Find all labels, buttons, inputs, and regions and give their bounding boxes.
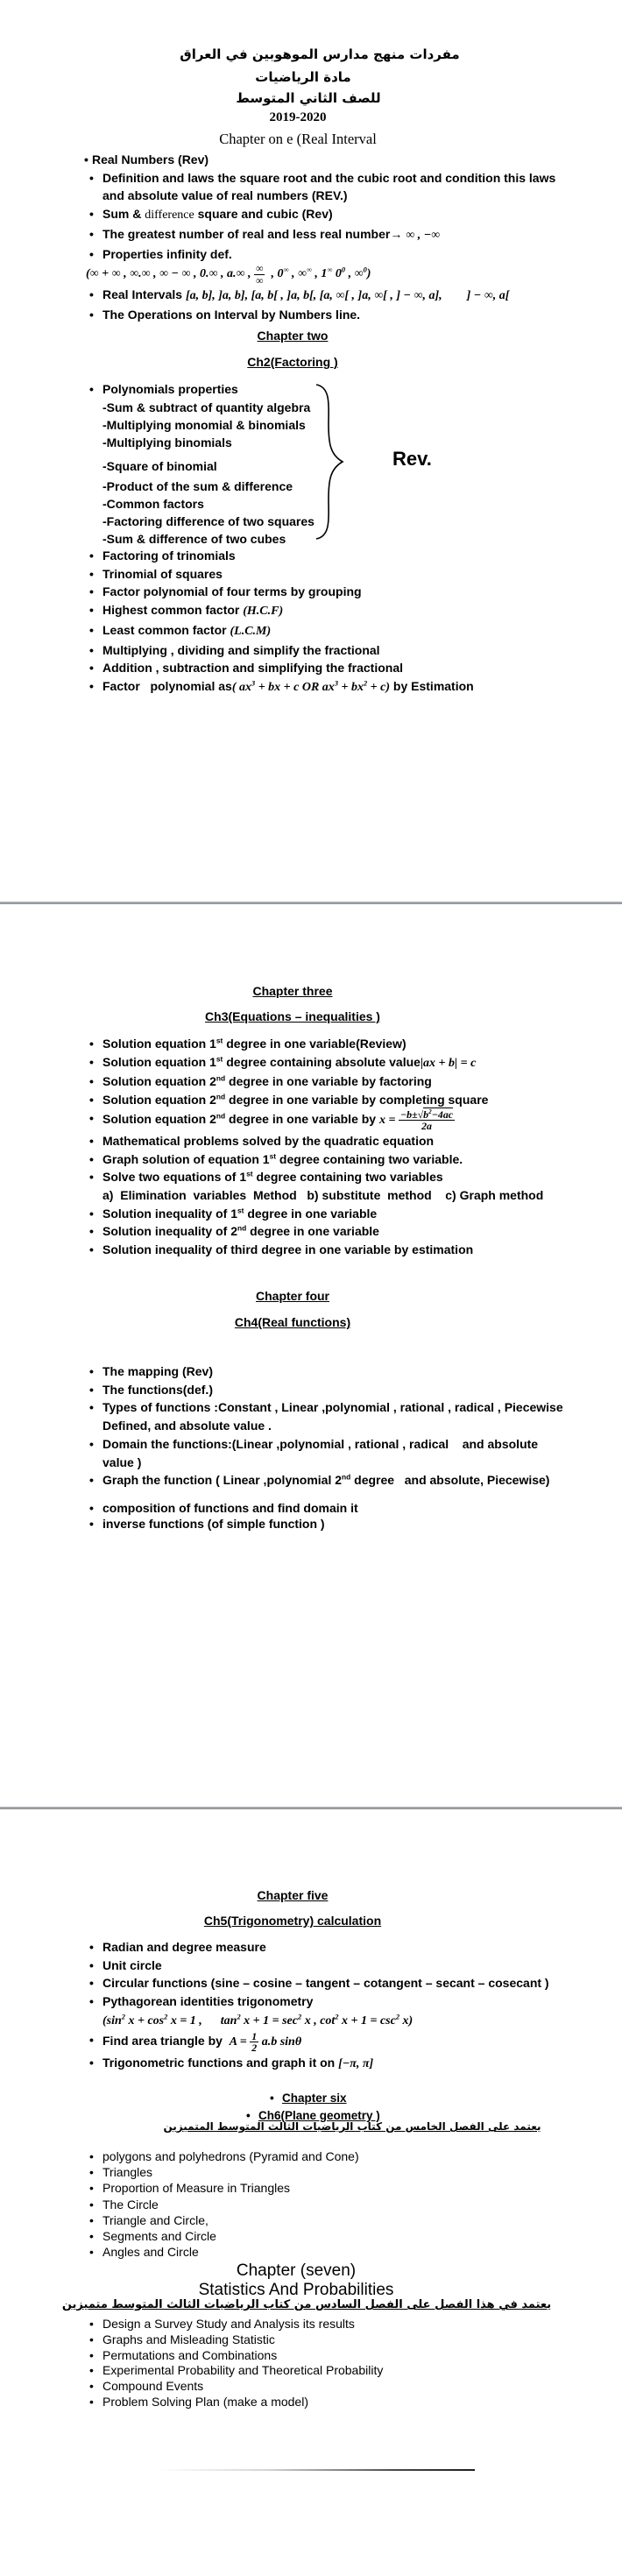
triangle-area-formula-item: • Find area triangle by A = $\frac{1}{2}$ a.b sinθ [84, 2031, 571, 2054]
doc-title-arabic-line2: مادة الرياضيات [255, 69, 351, 85]
list-item: • Graphs and Misleading Statistic [84, 2332, 571, 2348]
rev-label: Rev. [392, 448, 432, 470]
list-item: • Factor polynomial of four terms by grouping [84, 583, 571, 601]
chapter3-heading: Chapter three [252, 984, 333, 998]
list-item: • Problem Solving Plan (make a model) [84, 2395, 571, 2410]
list-item: • Least common factor (L.C.M) [84, 621, 571, 641]
quadratic-formula-item: • Solution equation 2nd degree in one variable by x = $\frac{-b\pm√b^2-4ac}{2a}$ [84, 1109, 571, 1132]
list-item: • The Operations on Interval by Numbers line. [84, 306, 571, 324]
chapter4-subheading: Ch4(Real functions) [234, 1315, 351, 1329]
list-item: • Highest common factor (H.C.F) [84, 601, 571, 621]
poly-subitem: -Product of the sum & difference [102, 478, 293, 493]
list-item: • inverse functions (of simple function ) [84, 1516, 571, 1532]
list-item: • Compound Events [84, 2379, 571, 2395]
list-item: • Angles and Circle [84, 2244, 571, 2260]
chapter1-list [84, 151, 571, 324]
list-item: • Solution equation 1st degree containing absolute value|ax + b| = c [84, 1053, 571, 1073]
list-item: • Experimental Probability and Theoretical Probability [84, 2363, 571, 2379]
poly-subitem: -Factoring difference of two squares [102, 513, 315, 528]
list-item: • Triangle and Circle, [84, 2212, 571, 2228]
poly-subitem: -Square of binomial [102, 458, 217, 473]
list-item: • Circular functions (sine – cosine – tangent – cotangent – secant – cosecant ) [84, 1974, 571, 1992]
chapter2-heading: Chapter two [257, 329, 329, 343]
list-item: • Permutations and Combinations [84, 2348, 571, 2364]
chapter6-heading [270, 2091, 347, 2105]
chapter6-subheading-text: Ch6(Plane geometry ) [258, 2109, 380, 2122]
chapter4-list [84, 1362, 571, 1532]
poly-subitem: -Sum & difference of two cubes [102, 531, 286, 546]
list-item: • Polynomials properties [84, 380, 571, 399]
chapter6-heading-text: Chapter six [282, 2091, 347, 2105]
school-year: 2019-2020 [269, 110, 327, 124]
chapter7-subtitle: Statistics And Probabilities [198, 2281, 394, 2299]
chapter7-list [84, 2317, 571, 2410]
list-item: • Unit circle [84, 1957, 571, 1975]
list-item: • Properties infinity def. [84, 245, 571, 264]
list-item: • Solution equation 2nd degree in one variable by completing square [84, 1091, 571, 1109]
list-item: • Addition , subtraction and simplifying the fractional [84, 659, 571, 677]
list-item: • Real Intervals [a, b], ]a, b], [a, b[ , ]a, b[, [a, ∞[ , ]a, ∞[ , ] − ∞, a], ] − ∞, a[ [84, 286, 571, 306]
list-item: • Triangles [84, 2164, 571, 2180]
list-item: • Factoring of trinomials [84, 547, 571, 565]
list-item: • Segments and Circle [84, 2228, 571, 2244]
list-item: • Multiplying , dividing and simplify the fractional [84, 641, 571, 660]
doc-title-arabic-line3: للصف الثاني المتوسط [236, 90, 381, 106]
chapter2-list [84, 547, 571, 697]
footer-artifact-line [158, 2469, 475, 2471]
list-item: • Solve two equations of 1st degree containing two variables [84, 1168, 571, 1186]
list-item: • Solution inequality of third degree in one variable by estimation [84, 1241, 571, 1259]
list-item: • Domain the functions:(Linear ,polynomial , rational , radical and absolute value ) [84, 1435, 571, 1471]
list-item: • The functions(def.) [84, 1381, 571, 1399]
list-item: • Solution inequality of 1st degree in one variable [84, 1205, 571, 1223]
list-item: • The mapping (Rev) [84, 1362, 571, 1381]
chapter6-arabic-note: يعتمد على الفصل الخامس من كتاب الرياضيات الثالث المتوسط المتميزين [163, 2120, 541, 2133]
list-item: • Solution equation 2nd degree in one variable by factoring [84, 1072, 571, 1091]
list-item: • Mathematical problems solved by the quadratic equation [84, 1132, 571, 1150]
list-item: • composition of functions and find domain it [84, 1500, 571, 1516]
chapter5-subheading: Ch5(Trigonometry) calculation [203, 1914, 382, 1928]
list-item: • Design a Survey Study and Analysis its results [84, 2317, 571, 2332]
poly-subitem: -Common factors [102, 496, 204, 511]
pythagorean-identities-formula: ($\sin^2$ $x + \cos^2 x = 1$ , $\tan^2 x + 1 = \sec^2 x$ , $\cot^2 x + 1 = \csc^2 x$) [102, 2013, 413, 2028]
list-item: • Pythagorean identities trigonometry [84, 1992, 571, 2011]
list-item: • polygons and polyhedrons (Pyramid and Cone) [84, 2148, 571, 2164]
poly-subitem: -Multiplying monomial & binomials [102, 417, 306, 432]
chapter5-list [84, 1938, 571, 2073]
chapter7-arabic-note: يعتمد في هذا الفصل على الفصل السادس من كتاب الرياضيات الثالث المتوسط متميزين [61, 2298, 552, 2311]
list-item: • Solution equation 1st degree in one variable(Review) [84, 1035, 571, 1053]
list-item: • Graph solution of equation 1st degree containing two variable. [84, 1150, 571, 1169]
chapter7-title: Chapter (seven) [236, 2261, 357, 2280]
list-item: • Solution inequality of 2nd degree in one variable [84, 1222, 571, 1241]
list-item: • Proportion of Measure in Triangles [84, 2180, 571, 2196]
list-item: • Trinomial of squares [84, 565, 571, 584]
list-item: • Types of functions :Constant , Linear ,polynomial , rational , radical , Piecewise Defined, and absolute value . [84, 1398, 571, 1434]
list-item: • Radian and degree measure [84, 1938, 571, 1957]
chapter2-subheading: Ch2(Factoring ) [247, 355, 338, 369]
chapter1-title: Chapter on e (Real Interval [219, 131, 377, 147]
list-item: • Real Numbers (Rev) [84, 151, 571, 169]
chapter6-list [84, 2148, 571, 2260]
list-item: • Trigonometric functions and graph it on [−π, π] [84, 2054, 571, 2074]
chapter3-subheading: Ch3(Equations – inequalities ) [205, 1009, 380, 1023]
list-item: • The Circle [84, 2197, 571, 2212]
chapter5-heading: Chapter five [257, 1888, 329, 1902]
list-item: • Definition and laws the square root and the cubic root and condition this laws and absolute value of real numbers (REV.) [84, 169, 571, 205]
chapter3-list [84, 1035, 571, 1259]
chapter4-heading: Chapter four [256, 1289, 329, 1303]
list-item: • Factor polynomial as( $ax^3$ + bx + c OR $ax^3 + bx^2 + c$) by Estimation [84, 677, 571, 697]
list-item: • The greatest number of real and less real number→ ∞ , −∞ [84, 225, 571, 245]
doc-title-arabic-line1: مفردات منهج مدارس الموهوبين في العراق [180, 46, 460, 62]
poly-subitem: -Sum & subtract of quantity algebra [102, 400, 311, 414]
methods-subline: a) Elimination variables Method b) substitute method c) Graph method [102, 1187, 544, 1202]
page-break-line [0, 902, 622, 904]
curly-brace-icon [314, 382, 345, 541]
infinity-properties-formula: (∞ + ∞ , ∞.∞ , ∞ − ∞ , 0.∞ , a.∞ , $\frac{\infty}{\infty}$ , 0∞ , ∞∞ , 1∞ $0^0$ , ∞$^0$) [86, 262, 371, 287]
list-item: • Sum & difference square and cubic (Rev) [84, 205, 571, 225]
list-item: • Graph the function ( Linear ,polynomial 2nd degree and absolute, Piecewise) [84, 1471, 571, 1490]
poly-subitem: -Multiplying binomials [102, 435, 232, 449]
page-break-line [0, 1807, 622, 1809]
